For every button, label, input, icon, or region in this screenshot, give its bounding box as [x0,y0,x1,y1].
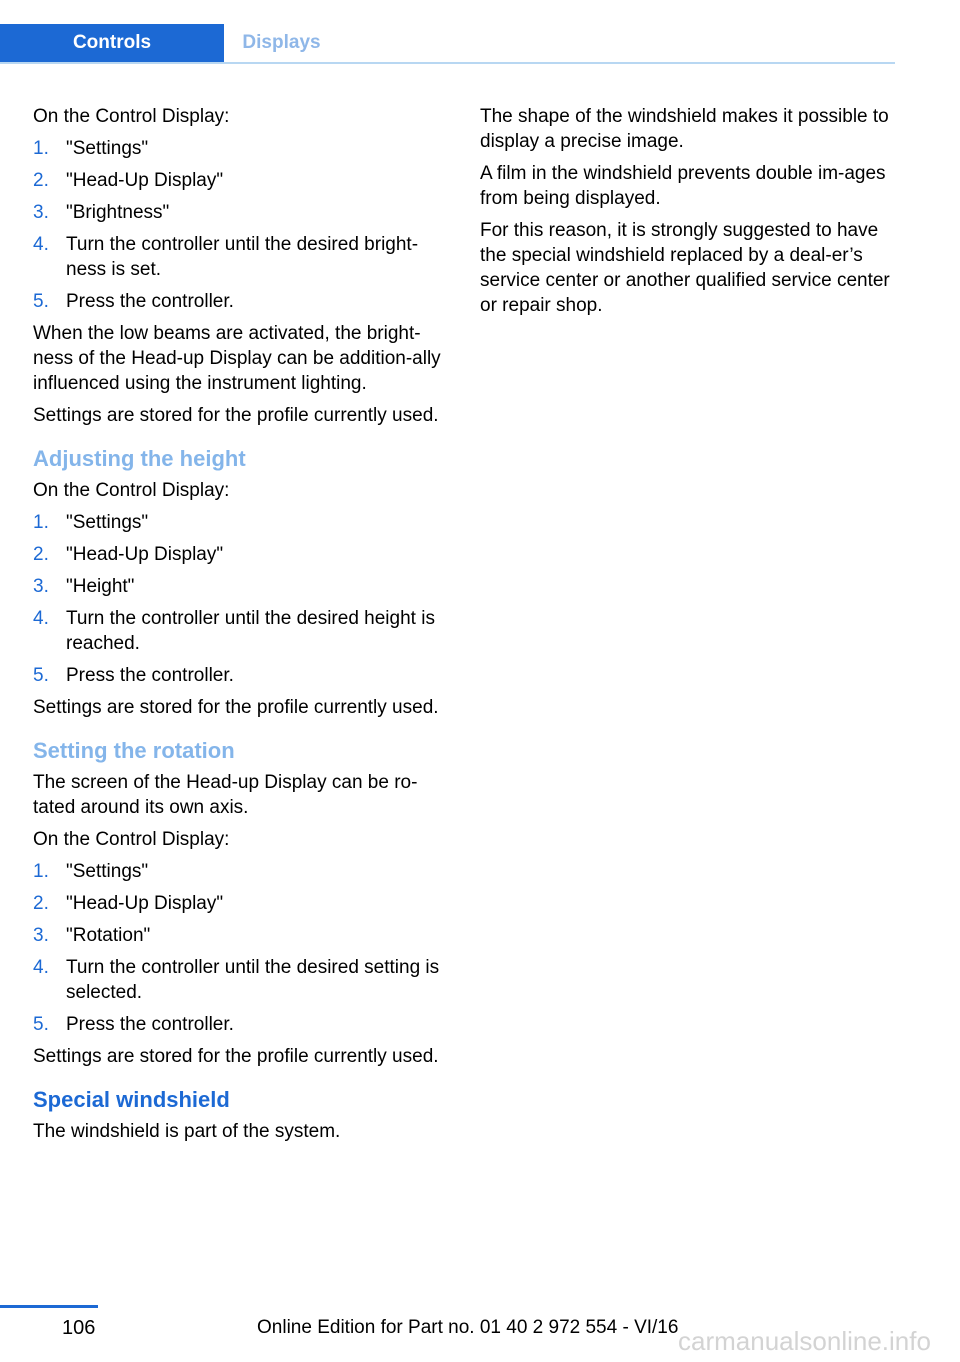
list-item [33,136,448,161]
step-text: Turn the controller until the desired height is reached. [66,608,435,654]
step-number: 2. [33,170,49,191]
list-item [33,510,448,535]
step-number: 5. [33,1014,49,1035]
step-number: 4. [33,234,49,255]
height-intro: On the Control Display: [33,480,230,501]
step-number: 3. [33,202,49,223]
step-text: "Settings" [66,512,149,533]
step-text: Turn the controller until the desired setting is selected. [66,957,440,1003]
height-steps [33,510,448,688]
step-number: 4. [33,608,49,629]
step-text: "Head-Up Display" [66,893,224,914]
height-heading: Adjusting the height [33,446,246,471]
step-text: "Head-Up Display" [66,544,224,565]
tab-displays[interactable]: Displays [242,32,321,53]
step-number: 2. [33,544,49,565]
rotation-steps [33,859,448,1037]
list-item [33,200,448,225]
rotation-stored-note: Settings are stored for the profile currently used. [33,1046,439,1067]
right-column [480,104,897,325]
step-text: "Rotation" [66,925,151,946]
brightness-stored-note: Settings are stored for the profile currently used. [33,405,439,426]
list-item [33,606,448,656]
step-number: 4. [33,957,49,978]
rotation-heading: Setting the rotation [33,738,235,763]
list-item [33,289,448,314]
list-item [33,891,448,916]
brightness-steps [33,136,448,314]
rotation-intro: On the Control Display: [33,829,230,850]
step-text: "Head-Up Display" [66,170,224,191]
tab-controls[interactable]: Controls [0,24,224,62]
step-number: 2. [33,893,49,914]
list-item [33,663,448,688]
chapter-tab-bar [0,24,895,64]
list-item [33,542,448,567]
brightness-note: When the low beams are activated, the bright-ness of the Head-up Display can be addition-ally influenced using the instrument lighting. [33,323,441,394]
list-item [33,574,448,599]
watermark: carmanualsonline.info [678,1326,931,1356]
step-number: 5. [33,291,49,312]
step-number: 5. [33,665,49,686]
step-text: "Height" [66,576,135,597]
step-text: "Settings" [66,138,149,159]
brightness-intro: On the Control Display: [33,106,230,127]
step-text: "Settings" [66,861,149,882]
windshield-shape-paragraph: The shape of the windshield makes it possible to display a precise image. [480,106,889,152]
windshield-heading: Special windshield [33,1087,230,1112]
list-item [33,923,448,948]
windshield-replacement-paragraph: For this reason, it is strongly suggested to have the special windshield replaced by a deal-er’s service center or another qualified service center or repair shop. [480,220,890,316]
step-text: Press the controller. [66,291,234,312]
step-text: Press the controller. [66,1014,234,1035]
list-item [33,168,448,193]
step-number: 1. [33,861,49,882]
page-number: 106 [62,1317,96,1339]
list-item [33,1012,448,1037]
list-item [33,955,448,1005]
step-text: "Brightness" [66,202,170,223]
list-item [33,232,448,282]
list-item [33,859,448,884]
step-number: 1. [33,138,49,159]
step-number: 3. [33,576,49,597]
windshield-film-paragraph: A film in the windshield prevents double im-ages from being displayed. [480,163,886,209]
step-text: Press the controller. [66,665,234,686]
step-text: Turn the controller until the desired bright-ness is set. [66,234,419,280]
step-number: 1. [33,512,49,533]
height-stored-note: Settings are stored for the profile currently used. [33,697,439,718]
step-number: 3. [33,925,49,946]
windshield-text: The windshield is part of the system. [33,1121,341,1142]
rotation-description: The screen of the Head-up Display can be ro-tated around its own axis. [33,772,418,818]
edition-label: Online Edition for Part no. 01 40 2 972 554 - VI/16 [257,1317,679,1338]
footer-rule [0,1305,98,1308]
left-column [33,104,448,1151]
